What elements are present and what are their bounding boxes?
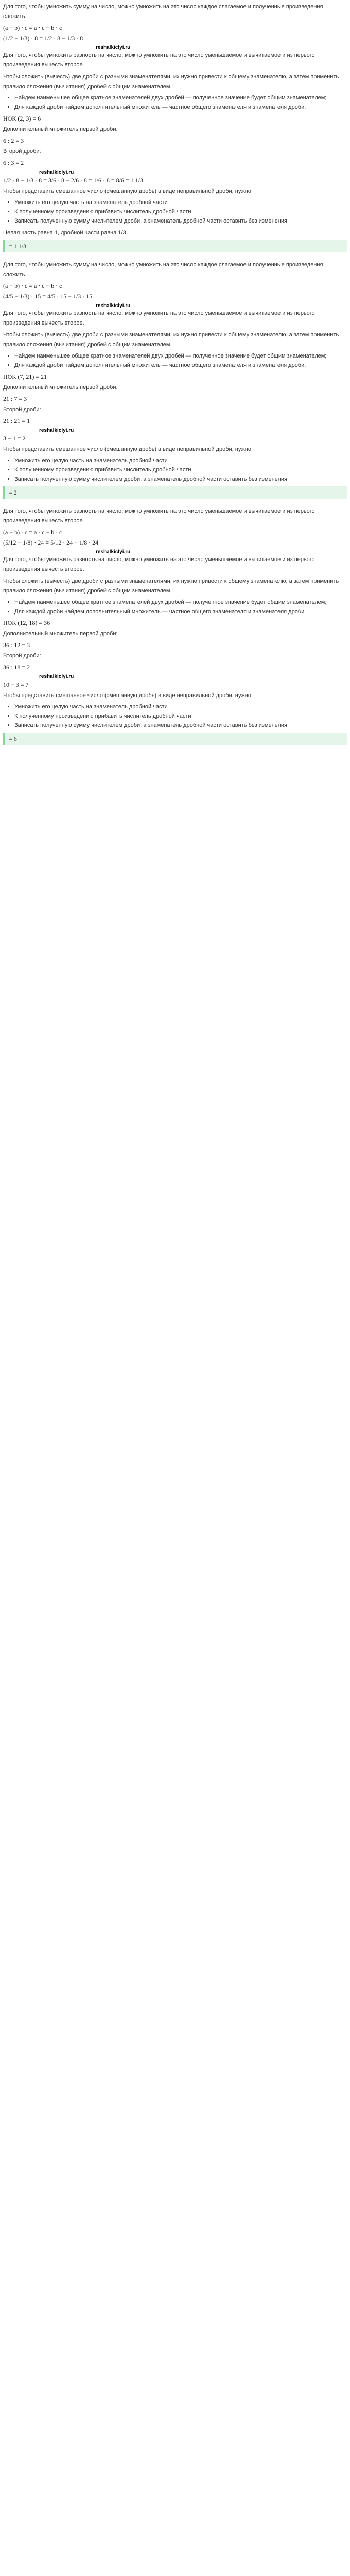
document <box>0 0 350 745</box>
second-multiplier: 6 : 3 = 2 <box>3 159 24 166</box>
second-label: Второй дроби: <box>3 406 41 413</box>
list-item: • К полученному произведению прибавить числитель дробной части <box>14 466 347 474</box>
list-item: • Найдем наименьшее общее кратное знаменателей двух дробей — полученное значение будет общим знаменателем; <box>14 598 347 606</box>
nok-formula: НОК (7, 21) = 21 <box>3 373 47 380</box>
add-multiplier-label: Дополнительный множитель первой дроби: <box>3 631 118 637</box>
formula-step: (5/12 − 1/8) ⋅ 24 = 5/12 ⋅ 24 − 1/8 ⋅ 24 <box>3 539 99 546</box>
list-item: • Найдем наименьшее общее кратное знаменателей двух дробей — полученное значение будет общим знаменателем; <box>14 352 347 360</box>
watermark: reshalkiclyi.ru <box>96 45 131 50</box>
second-label: Второй дроби: <box>3 148 41 155</box>
nok-formula: НОК (12, 18) = 36 <box>3 619 50 626</box>
list-item: • Записать полученную сумму числителем дроби, а знаменатель дробной части оставить без изменения <box>14 217 347 225</box>
solution-section-2 <box>3 260 347 499</box>
mixed-number-note: Чтобы представить смешанное число (смешанную дробь) в виде неправильной дроби, нужно: <box>3 446 253 452</box>
common-denominator-text: Чтобы сложить (вычесть) две дроби с разными знаменателями, их нужно привести к общему знаменателю, а затем применить правило сложения (вычитания) дробей с общим знаменателем. <box>3 332 339 348</box>
answer-box: = 1 1/3 <box>3 240 347 252</box>
list-item: • Для каждой дроби найдем дополнительный множитель — частное общего знаменателя и знаменателя дроби. <box>14 361 347 369</box>
formula-rule: (a − b) ⋅ c = a ⋅ c − b ⋅ c <box>3 24 62 31</box>
second-label: Второй дроби: <box>3 653 41 659</box>
formula-rule: (a − b) ⋅ c = a ⋅ c − b ⋅ c <box>3 282 62 290</box>
formula-rule: (a − b) ⋅ c = a ⋅ c − b ⋅ c <box>3 529 62 536</box>
first-multiplier: 6 : 2 = 3 <box>3 137 24 144</box>
first-multiplier: 21 : 7 = 3 <box>3 395 27 402</box>
common-denominator-text: Чтобы сложить (вычесть) две дроби с разными знаменателями, их нужно привести к общему знаменателю, а затем применить правило сложения (вычитания) дробей с общим знаменателем. <box>3 74 339 90</box>
steps-list <box>3 352 347 369</box>
subtract-text: Для того, чтобы умножить разность на число, можно умножить на это число уменьшаемое и вычитаемое и из первого произведения вычесть второе. <box>3 310 315 326</box>
mixed-steps-list <box>3 198 347 225</box>
calculation: 3 − 1 = 2 <box>3 435 26 442</box>
intro-text: Для того, чтобы умножить сумму на число, можно умножить на это число каждое слагаемое и полученные произведения сложить. <box>3 4 323 20</box>
subtract-text: Для того, чтобы умножить разность на число, можно умножить на это число уменьшаемое и вычитаемое и из первого произведения вычесть второе. <box>3 52 315 68</box>
steps-list <box>3 598 347 616</box>
watermark: reshalkiclyi.ru <box>39 428 74 433</box>
second-multiplier: 36 : 18 = 2 <box>3 664 30 671</box>
second-multiplier: 21 : 21 = 1 <box>3 417 30 425</box>
whole-part-text: Целая часть равна 1, дробной части равна 1/3. <box>3 230 128 236</box>
subtract-text: Для того, чтобы умножить разность на число, можно умножить на это число уменьшаемое и вычитаемое и из первого произведения вычесть второе. <box>3 556 315 572</box>
calculation: 10 − 3 = 7 <box>3 681 29 688</box>
list-item: • К полученному произведению прибавить числитель дробной части <box>14 208 347 216</box>
list-item: • Умножить его целую часть на знаменатель дробной части <box>14 198 347 207</box>
nok-formula: НОК (2, 3) = 6 <box>3 115 41 122</box>
solution-section-3 <box>3 506 347 745</box>
list-item: • Для каждой дроби найдем дополнительный множитель — частное общего знаменателя и знаменателя дроби. <box>14 607 347 616</box>
watermark: reshalkiclyi.ru <box>96 303 131 309</box>
watermark: reshalkiclyi.ru <box>96 549 131 555</box>
list-item: • Умножить его целую часть на знаменатель дробной части <box>14 703 347 711</box>
mixed-number-note: Чтобы представить смешанное число (смешанную дробь) в виде неправильной дроби, нужно: <box>3 188 253 194</box>
add-multiplier-label: Дополнительный множитель первой дроби: <box>3 126 118 132</box>
formula-step: (4/5 − 1/3) ⋅ 15 = 4/5 ⋅ 15 − 1/3 ⋅ 15 <box>3 293 93 300</box>
solution-section-1 <box>3 2 347 252</box>
formula-step: (1/2 − 1/3) ⋅ 8 = 1/2 ⋅ 8 − 1/3 ⋅ 8 <box>3 35 83 42</box>
list-item: • Записать полученную сумму числителем дроби, а знаменатель дробной части оставить без изменения <box>14 475 347 483</box>
mixed-steps-list <box>3 456 347 483</box>
mixed-steps-list <box>3 703 347 730</box>
list-item: • К полученному произведению прибавить числитель дробной части <box>14 712 347 720</box>
watermark: reshalkiclyi.ru <box>39 674 74 680</box>
calculation: 1/2 ⋅ 8 − 1/3 ⋅ 8 = 3/6 ⋅ 8 − 2/6 ⋅ 8 = 1/6 ⋅ 8 = 8/6 = 1 1/3 <box>3 177 144 184</box>
list-item: • Записать полученную сумму числителем дроби, а знаменатель дробной части оставить без изменения <box>14 721 347 730</box>
answer-box: = 2 <box>3 486 347 499</box>
list-item: • Найдем наименьшее общее кратное знаменателей двух дробей — полученное значение будет общим знаменателем; <box>14 94 347 102</box>
answer-box: = 6 <box>3 733 347 745</box>
add-multiplier-label: Дополнительный множитель первой дроби: <box>3 384 118 391</box>
steps-list <box>3 94 347 111</box>
intro-text: Для того, чтобы умножить сумму на число, можно умножить на это число каждое слагаемое и полученные произведения сложить. <box>3 262 323 278</box>
mixed-number-note: Чтобы представить смешанное число (смешанную дробь) в виде неправильной дроби, нужно: <box>3 692 253 699</box>
watermark: reshalkiclyi.ru <box>39 170 74 175</box>
common-denominator-text: Чтобы сложить (вычесть) две дроби с разными знаменателями, их нужно привести к общему знаменателю, а затем применить правило сложения (вычитания) дробей с общим знаменателем. <box>3 578 339 594</box>
list-item: • Умножить его целую часть на знаменатель дробной части <box>14 456 347 465</box>
intro-text: Для того, чтобы умножить разность на число, можно умножить на это число уменьшаемое и вычитаемое и из первого произведения вычесть второе. <box>3 508 315 524</box>
first-multiplier: 36 : 12 = 3 <box>3 641 30 649</box>
list-item: • Для каждой дроби найдем дополнительный множитель — частное общего знаменателя и знаменателя дроби. <box>14 103 347 111</box>
